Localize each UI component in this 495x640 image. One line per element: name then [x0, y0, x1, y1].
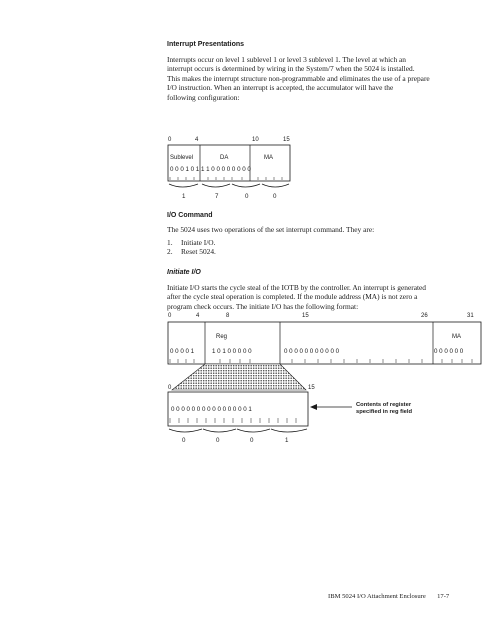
hex-digit: 0 — [182, 437, 186, 444]
bit-values: 0 0 0 1 0 1 1 1 0 0 0 0 0 0 0 0 — [170, 166, 251, 173]
list-item: 2. Reset 5024. — [167, 247, 216, 257]
field-label-ma: MA — [264, 155, 273, 161]
field-label-reg: Reg — [216, 334, 228, 340]
bit-values: 1 0 1 0 0 0 0 0 — [212, 348, 252, 355]
register-box — [168, 145, 290, 181]
register-note: Contents of register — [356, 402, 412, 408]
page-number: 17-7 — [437, 593, 450, 600]
command-list — [167, 238, 216, 257]
para-line: Initiate I/O starts the cycle steal of the IOTB by the controller. An interrupt is generated — [167, 283, 426, 292]
bit-values: 0 0 0 0 0 0 0 0 0 0 0 — [284, 348, 340, 355]
para-line: interrupt occurs is determined by wiring in the System/7 when the 5024 is installed. — [167, 64, 415, 74]
register-bit-values: 0 0 0 0 0 0 0 0 0 0 0 0 0 0 0 1 — [171, 406, 252, 413]
accumulator-format-figure — [160, 135, 310, 205]
arrowhead-icon — [310, 404, 317, 410]
para-line: This makes the interrupt structure non-programmable and eliminates the use of a prepare — [167, 73, 430, 83]
bit-label: 4 — [196, 313, 200, 319]
field-label-ma: MA — [452, 334, 461, 340]
para-line: Interrupts occur on level 1 sublevel 1 or level 3 sublevel 1. The level at which an — [167, 55, 406, 64]
field-label-sublevel: Sublevel — [170, 155, 194, 161]
para-line: I/O instruction. When an interrupt is accepted, the accumulator will have the — [167, 83, 394, 93]
hex-digit: 0 — [245, 193, 249, 200]
hex-digit: 0 — [250, 437, 254, 444]
section-heading-initiate-io: Initiate I/O — [167, 269, 201, 276]
reg-projection-shading — [172, 364, 306, 390]
page-footer — [328, 593, 449, 600]
paragraph-interrupt — [167, 55, 487, 102]
bit-label: 26 — [421, 313, 428, 319]
bit-label: 0 — [168, 385, 172, 391]
section-heading-interrupt: Interrupt Presentations — [167, 41, 245, 48]
bit-label: 15 — [283, 137, 290, 143]
list-item: 1. Initiate I/O. — [167, 238, 216, 247]
paragraph-initiate-io — [167, 283, 492, 311]
bit-label: 8 — [226, 313, 230, 319]
bit-values: 0 0 0 0 1 — [170, 348, 195, 355]
bit-values: 0 0 0 0 0 0 — [434, 348, 464, 355]
hex-digit: 0 — [216, 437, 220, 444]
section-heading-io-command: I/O Command — [167, 212, 213, 219]
bit-label: 10 — [252, 137, 259, 143]
bit-label: 4 — [195, 137, 199, 143]
instruction-box — [168, 322, 481, 364]
hex-digit: 1 — [285, 437, 289, 444]
hex-digit: 7 — [215, 193, 219, 200]
para-line: program check occurs. The initiate I/O has the following format: — [167, 301, 359, 311]
bit-label: 0 — [168, 313, 172, 319]
bit-label: 0 — [168, 137, 172, 143]
bit-label: 31 — [467, 313, 474, 319]
initiate-io-format-figure — [160, 312, 495, 472]
footer-title: IBM 5024 I/O Attachment Enclosure — [328, 593, 426, 600]
bit-label: 15 — [308, 385, 315, 391]
field-label-da: DA — [220, 155, 229, 161]
group-brace — [169, 429, 307, 432]
hex-digit: 1 — [182, 193, 186, 200]
register-note: specified in reg field — [356, 409, 413, 415]
para-line: after the cycle steal operation is completed. If the module address (MA) is not zero a — [167, 292, 418, 302]
para-line: following configuration: — [167, 92, 240, 102]
hex-digit: 0 — [273, 193, 277, 200]
bit-label: 15 — [302, 313, 309, 319]
group-brace — [169, 184, 289, 187]
paragraph-io-command: The 5024 uses two operations of the set interrupt command. They are: — [167, 225, 375, 234]
